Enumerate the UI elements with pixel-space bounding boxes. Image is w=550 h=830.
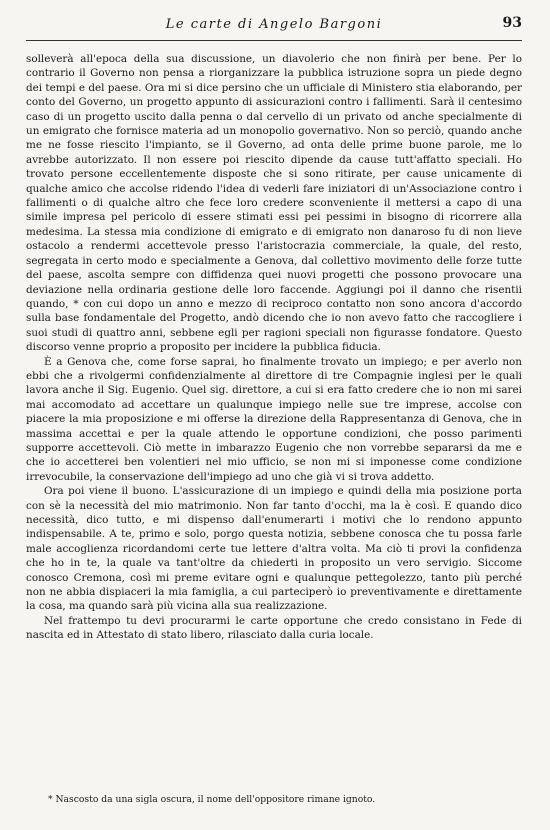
running-title: Le carte di Angelo Bargoni xyxy=(165,17,383,32)
paragraph-2: È a Genova che, come forse saprai, ho finalmente trovato un impiego; e per averlo non ebbi che a rivolgermi confidenzialmente al direttore di tre Compagnie inglesi per le quali lavora anche il Sig. Eugenio. Quel sig. direttore, a cui si era fatto credere che io non mi sarei mai accomodato ad accettare un qualunque impiego nelle sue tre imprese, accolse con piacere la mia proposizione e mi offerse la direzione della Rappresentanza di Genova, che in massima accettai e per la quale attendo le opportune condizioni, che posso parimenti supporre accettevoli. Ciò mette in imbarazzo Eugenio che non vorrebbe separarsi da me e che io accetterei ben volentieri nel mio ufficio, se non mi si imponesse come condizione irrevocubile, la conservazione dell'impiego ad uno che già vi si trova addetto. xyxy=(26,355,522,483)
paragraph-1: solleverà all'epoca della sua discussione, un diavolerio che non finirà per bene. Per lo contrario il Governo non pensa a riorganizzare la pubblica istruzione sopra un piede degno dei tempi e del paese. Ora mi si dice persino che un ufficiale di Ministero stia elaborando, per conto del Governo, un progetto appunto di assicurazioni contro i fallimenti. Sarà il centesimo caso di un progetto uscito dalla penna o dal cervello di un privato od anche specialmente di un emigrato che fornisce materia ad un monopolio governativo. Non so perciò, quando anche me ne fosse riescito l'impianto, se il Governo, ad onta delle prime buone parole, me lo avrebbe autorizzato. Il non essere poi riescito dipende da cause tutt'affatto speciali. Ho trovato persone eccellentemente disposte che si sono ritirate, per cause unicamente di qualche amico che accolse ridendo l'idea di vederli fare iniziatori di un'Associazione contro i fallimenti o di qualche altro che fece loro credere sconveniente il mettersi a capo di una simile impresa pel pericolo di essere stimati essi pei pessimi in bisogno di ricorrere alla medesima. La stessa mia condizione di emigrato e di emigrato non danaroso fu di non lieve ostacolo a rendermi accettevole presso l'aristocrazia commerciale, la quale, del resto, segregata in certo modo e specialmente a Genova, dal collettivo movimento delle forze tutte del paese, ascolta sempre con diffidenza quei nuovi progetti che possono provocare una deviazione nella ordinaria gestione delle loro faccende. Aggiungi poi il danno che risentii quando, * con cui dopo un anno e mezzo di reciproco contatto non sono ancora d'accordo sulla base fondamentale del Progetto, andò dicendo che io non avevo fatto che raccogliere i suoi studi di quattro anni, sebbene egli per ragioni speciali non figurasse fondatore. Questo discorso venne proprio a proposito per incidere la pubblica fiducia. xyxy=(26,53,522,354)
body-text xyxy=(26,52,522,643)
running-header xyxy=(26,12,522,41)
page-number: 93 xyxy=(502,15,522,31)
footnote: * Nascosto da una sigla oscura, il nome dell'oppositore rimane ignoto. xyxy=(48,794,376,805)
paragraph-3: Ora poi viene il buono. L'assicurazione di un impiego e quindi della mia posizione porta con sè la necessità del mio matrimonio. Non far tanto d'occhi, ma la è così. E quando dico necessità, dico tutto, e mi dispenso dall'enumerarti i motivi che lo rendono appunto indispensabile. A te, primo e solo, porgo questa notizia, sebbene conosca che tu possa farle male accoglienza ricordandomi certe tue lettere d'altra volta. Ma ciò ti provi la confidenza che ho in te, la quale va tant'oltre da chiederti in proposito un vero servigio. Siccome conosco Cremona, così mi preme evitare ogni e qualunque pettegolezzo, tanto più perché non ne abbia dispiaceri la mia famiglia, a cui parteciperò io preventivamente e direttamente la cosa, ma quando sarà più vicina alla sua realizzazione. xyxy=(26,485,522,613)
paragraph-4: Nel frattempo tu devi procurarmi le carte opportune che credo consistano in Fede di nascita ed in Attestato di stato libero, rilasciato dalla curia locale. xyxy=(26,614,522,642)
